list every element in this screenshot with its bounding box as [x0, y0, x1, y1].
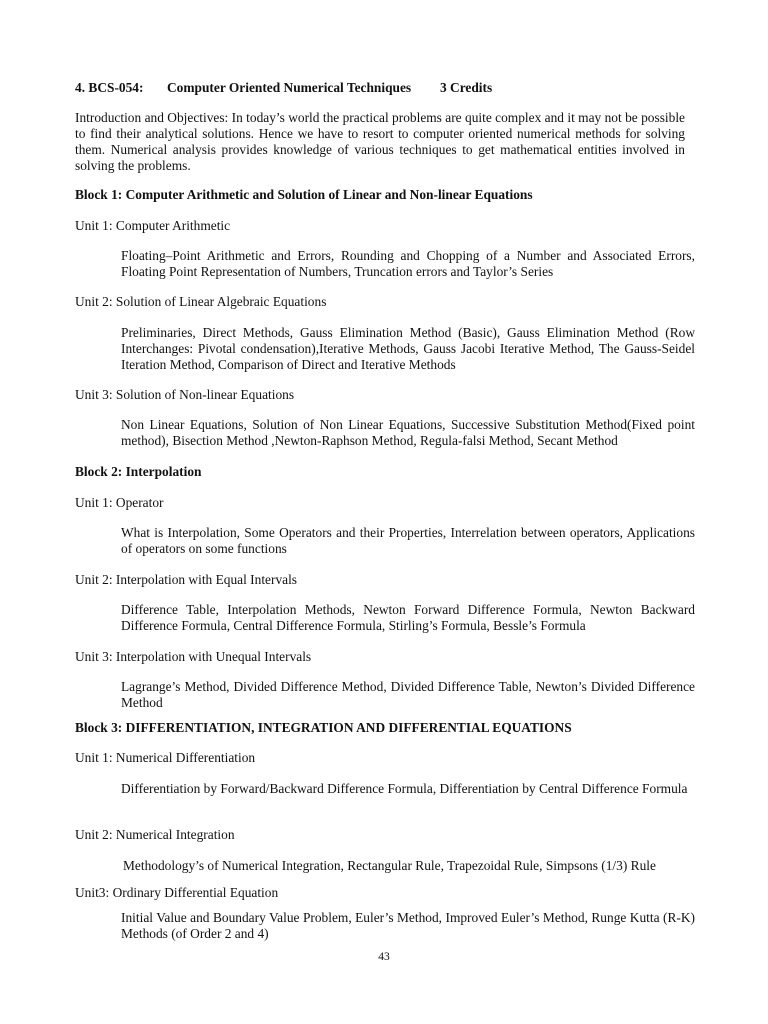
unit-title: Unit 1: Numerical Differentiation: [75, 750, 256, 765]
unit-content: Differentiation by Forward/Backward Difference Formula, Differentiation by Central Difference Formula: [121, 781, 688, 796]
block-title: Block 1: Computer Arithmetic and Solution of Linear and Non-linear Equations: [75, 187, 533, 202]
course-credits: 3 Credits: [440, 80, 493, 95]
intro-paragraph: Introduction and Objectives: In today’s world the practical problems are quite complex and it may not be possible to find their analytical solutions. Hence we have to resort to computer oriented numerical methods for solving them. Numerical analysis provides knowledge of various techniques to get mathematical entities involved in solving the problems.: [75, 110, 685, 173]
course-header: [75, 80, 492, 96]
course-title: Computer Oriented Numerical Techniques: [167, 80, 412, 95]
unit-title: Unit 3: Interpolation with Unequal Intervals: [75, 649, 312, 664]
unit-title: Unit 2: Numerical Integration: [75, 827, 235, 842]
block-title: Block 2: Interpolation: [75, 464, 202, 479]
unit-title: Unit 2: Interpolation with Equal Intervals: [75, 572, 298, 587]
unit-title: Unit 2: Solution of Linear Algebraic Equations: [75, 294, 327, 309]
unit-content: Methodology’s of Numerical Integration, Rectangular Rule, Trapezoidal Rule, Simpsons (1/3) Rule: [123, 858, 656, 873]
unit-content: Lagrange’s Method, Divided Difference Method, Divided Difference Table, Newton’s Divided Difference Method: [121, 679, 695, 710]
course-code: 4. BCS-054:: [75, 80, 144, 95]
unit-title: Unit 3: Solution of Non-linear Equations: [75, 387, 295, 402]
unit-title: Unit3: Ordinary Differential Equation: [75, 885, 279, 900]
unit-title: Unit 1: Computer Arithmetic: [75, 218, 231, 233]
unit-content: Difference Table, Interpolation Methods, Newton Forward Difference Formula, Newton Backward Difference Formula, Central Difference Formula, Stirling’s Formula, Bessle’s Formula: [121, 602, 695, 633]
unit-content: What is Interpolation, Some Operators and their Properties, Interrelation between operators, Applications of operators on some functions: [121, 525, 695, 556]
unit-content: Initial Value and Boundary Value Problem, Euler’s Method, Improved Euler’s Method, Runge Kutta (R-K) Methods (of Order 2 and 4): [121, 910, 695, 941]
page-number: 43: [378, 951, 390, 963]
block-title: Block 3: DIFFERENTIATION, INTEGRATION AND DIFFERENTIAL EQUATIONS: [75, 720, 572, 735]
unit-content: Non Linear Equations, Solution of Non Linear Equations, Successive Substitution Method(Fixed point method), Bisection Method ,Newton-Raphson Method, Regula-falsi Method, Secant Method: [121, 417, 695, 448]
unit-title: Unit 1: Operator: [75, 495, 164, 510]
unit-content: Floating–Point Arithmetic and Errors, Rounding and Chopping of a Number and Associated Errors, Floating Point Representation of Numbers, Truncation errors and Taylor’s Series: [121, 248, 695, 279]
unit-content: Preliminaries, Direct Methods, Gauss Elimination Method (Basic), Gauss Elimination Method (Row Interchanges: Pivotal condensation),Iterative Methods, Gauss Jacobi Iterative Method, The Gauss-Seidel Iteration Method, Comparison of Direct and Iterative Methods: [121, 325, 695, 372]
